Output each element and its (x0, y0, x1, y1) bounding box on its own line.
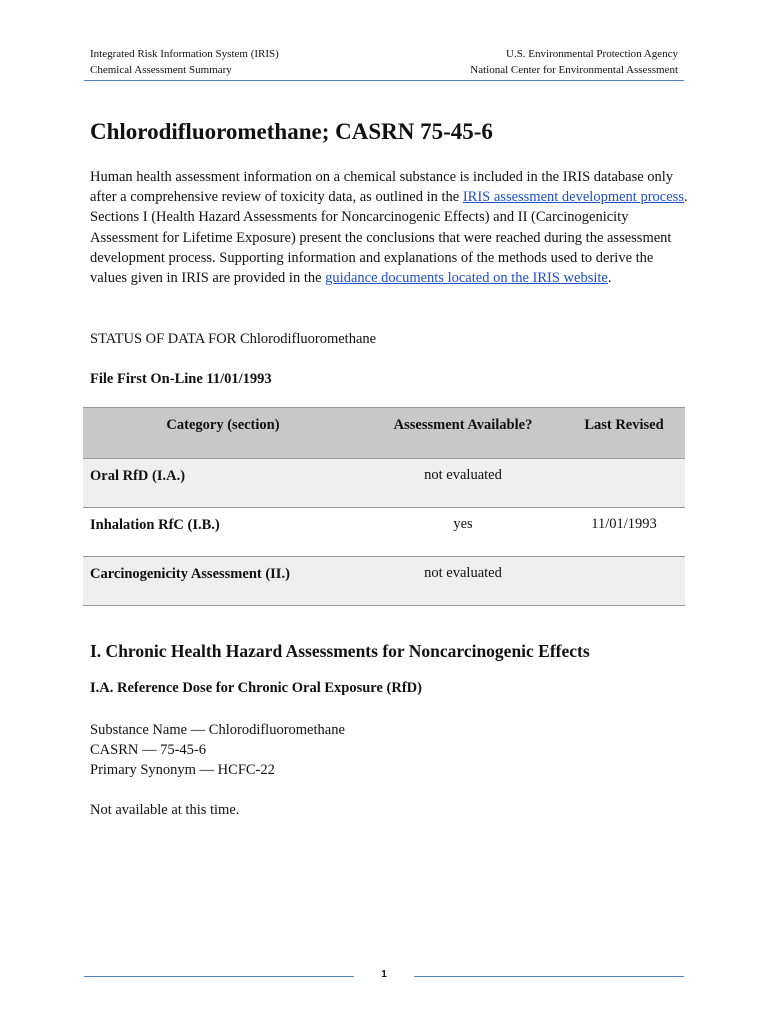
substance-synonym: Primary Synonym — HCFC-22 (90, 762, 275, 779)
page-number: 1 (381, 969, 387, 980)
header-right (470, 46, 678, 78)
header-system-name: Integrated Risk Information System (IRIS) (90, 48, 279, 60)
header-available: Assessment Available? (393, 417, 533, 433)
footer-divider-right (414, 976, 684, 977)
section-1-heading: I. Chronic Health Hazard Assessments for Noncarcinogenic Effects (90, 641, 590, 661)
not-available-text: Not available at this time. (90, 802, 240, 818)
footer-divider-left (84, 976, 354, 977)
cell-category: Carcinogenicity Assessment (II.) (90, 566, 290, 582)
substance-casrn: CASRN — 75-45-6 (90, 742, 207, 759)
cell-available: yes (453, 516, 473, 532)
cell-available: not evaluated (424, 565, 502, 581)
header-summary-label: Chemical Assessment Summary (90, 64, 232, 76)
status-table (83, 407, 685, 606)
section-1a-heading: I.A. Reference Dose for Chronic Oral Exposure (RfD) (90, 680, 422, 696)
cell-available: not evaluated (424, 467, 502, 483)
cell-category: Oral RfD (I.A.) (90, 468, 186, 484)
header-left (90, 46, 279, 78)
table-header-row (83, 407, 685, 458)
header-agency: U.S. Environmental Protection Agency (506, 48, 678, 60)
intro-text-1: Human health assessment information on a chemical substance is included in the IRIS database only after a comprehensive review of toxicity data, as outlined in the (90, 169, 674, 206)
guidance-documents-link[interactable]: guidance documents located on the IRIS website (325, 270, 608, 287)
status-heading: STATUS OF DATA FOR Chlorodifluoromethane (90, 331, 377, 347)
table-row (83, 507, 685, 556)
cell-revised: 11/01/1993 (591, 516, 657, 532)
intro-text-3: . (607, 270, 612, 287)
intro-paragraph (90, 167, 690, 288)
substance-info (90, 720, 345, 781)
file-first-online: File First On-Line 11/01/1993 (90, 371, 272, 387)
header-category: Category (section) (166, 417, 280, 433)
intro-text-2: . Sections I (Health Hazard Assessments for Noncarcinogenic Effects) and II (Carcinogenicity Assessment for Lifetime Exposure) present the conclusions that were reached during the assessment development process. Supporting information and explanations of the methods used to derive the values given in IRIS are provided in the (90, 189, 688, 287)
cell-category: Inhalation RfC (I.B.) (90, 517, 220, 533)
header-divider (84, 80, 684, 81)
header-last-revised: Last Revised (584, 417, 664, 433)
header-center: National Center for Environmental Assessment (470, 64, 678, 76)
iris-process-link[interactable]: IRIS assessment development process (462, 189, 684, 206)
table-row (83, 458, 685, 507)
table-row (83, 556, 685, 606)
page-title: Chlorodifluoromethane; CASRN 75-45-6 (90, 119, 493, 144)
substance-name: Substance Name — Chlorodifluoromethane (90, 722, 345, 738)
